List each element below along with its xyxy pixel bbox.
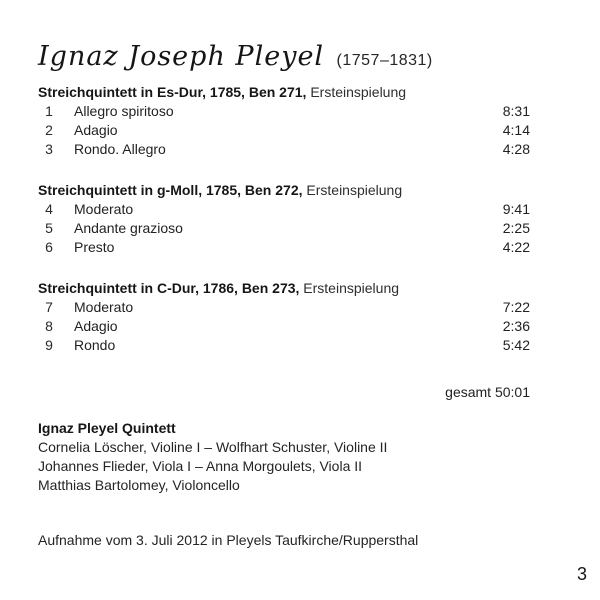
track-row (38, 238, 530, 257)
track-number: 1 (45, 103, 53, 119)
composer-heading (38, 40, 530, 74)
track-row (38, 200, 530, 219)
track-title: Rondo (74, 337, 116, 353)
track-row (38, 219, 530, 238)
track-row (38, 121, 530, 140)
work-section-ben272 (38, 181, 530, 257)
ensemble-member: Cornelia Löscher, Violine I – Wolfhart Schuster, Violine II (38, 439, 388, 455)
recording-note: Aufnahme vom 3. Juli 2012 in Pleyels Taufkirche/Ruppersthal (38, 532, 419, 548)
track-number: 8 (45, 318, 53, 334)
track-duration: 7:22 (502, 299, 530, 315)
track-title: Moderato (74, 299, 134, 315)
track-title: Rondo. Allegro (74, 141, 166, 157)
track-duration: 5:42 (502, 337, 530, 353)
composer-dates: (1757–1831) (336, 52, 433, 69)
track-duration: 4:28 (502, 141, 530, 157)
track-title: Moderato (74, 201, 134, 217)
ensemble-member: Matthias Bartolomey, Violoncello (38, 477, 240, 493)
track-row (38, 317, 530, 336)
track-number: 4 (45, 201, 53, 217)
page-content (38, 0, 530, 550)
track-number: 6 (45, 239, 53, 255)
work-header (38, 181, 530, 200)
work-section-ben271 (38, 83, 530, 159)
work-premiere-note: Ersteinspielung (310, 84, 407, 100)
track-row (38, 298, 530, 317)
track-number: 7 (45, 299, 53, 315)
total-duration: gesamt 50:01 (445, 384, 530, 400)
track-duration: 2:25 (502, 220, 530, 236)
work-section-ben273 (38, 279, 530, 355)
work-title: Streichquintett in C-Dur, 1786, Ben 273, (38, 280, 300, 296)
track-number: 2 (45, 122, 53, 138)
composer-name: Ignaz Joseph Pleyel (38, 41, 325, 72)
track-title: Adagio (74, 318, 118, 334)
work-premiere-note: Ersteinspielung (306, 182, 403, 198)
ensemble-credits (38, 419, 530, 495)
track-duration: 2:36 (502, 318, 530, 334)
work-title: Streichquintett in g-Moll, 1785, Ben 272, (38, 182, 303, 198)
track-title: Adagio (74, 122, 118, 138)
ensemble-name: Ignaz Pleyel Quintett (38, 420, 176, 436)
track-duration: 4:22 (502, 239, 530, 255)
track-row (38, 102, 530, 121)
track-row (38, 336, 530, 355)
track-number: 3 (45, 141, 53, 157)
track-number: 9 (45, 337, 53, 353)
track-title: Andante grazioso (74, 220, 183, 236)
work-premiere-note: Ersteinspielung (303, 280, 400, 296)
track-duration: 4:14 (502, 122, 530, 138)
page-number: 3 (576, 564, 587, 584)
track-title: Presto (74, 239, 115, 255)
work-header (38, 83, 530, 102)
track-duration: 8:31 (502, 103, 530, 119)
work-header (38, 279, 530, 298)
track-duration: 9:41 (502, 201, 530, 217)
work-title: Streichquintett in Es-Dur, 1785, Ben 271, (38, 84, 307, 100)
track-number: 5 (45, 220, 53, 236)
track-row (38, 140, 530, 159)
track-title: Allegro spiritoso (74, 103, 174, 119)
ensemble-member: Johannes Flieder, Viola I – Anna Morgoulets, Viola II (38, 458, 363, 474)
